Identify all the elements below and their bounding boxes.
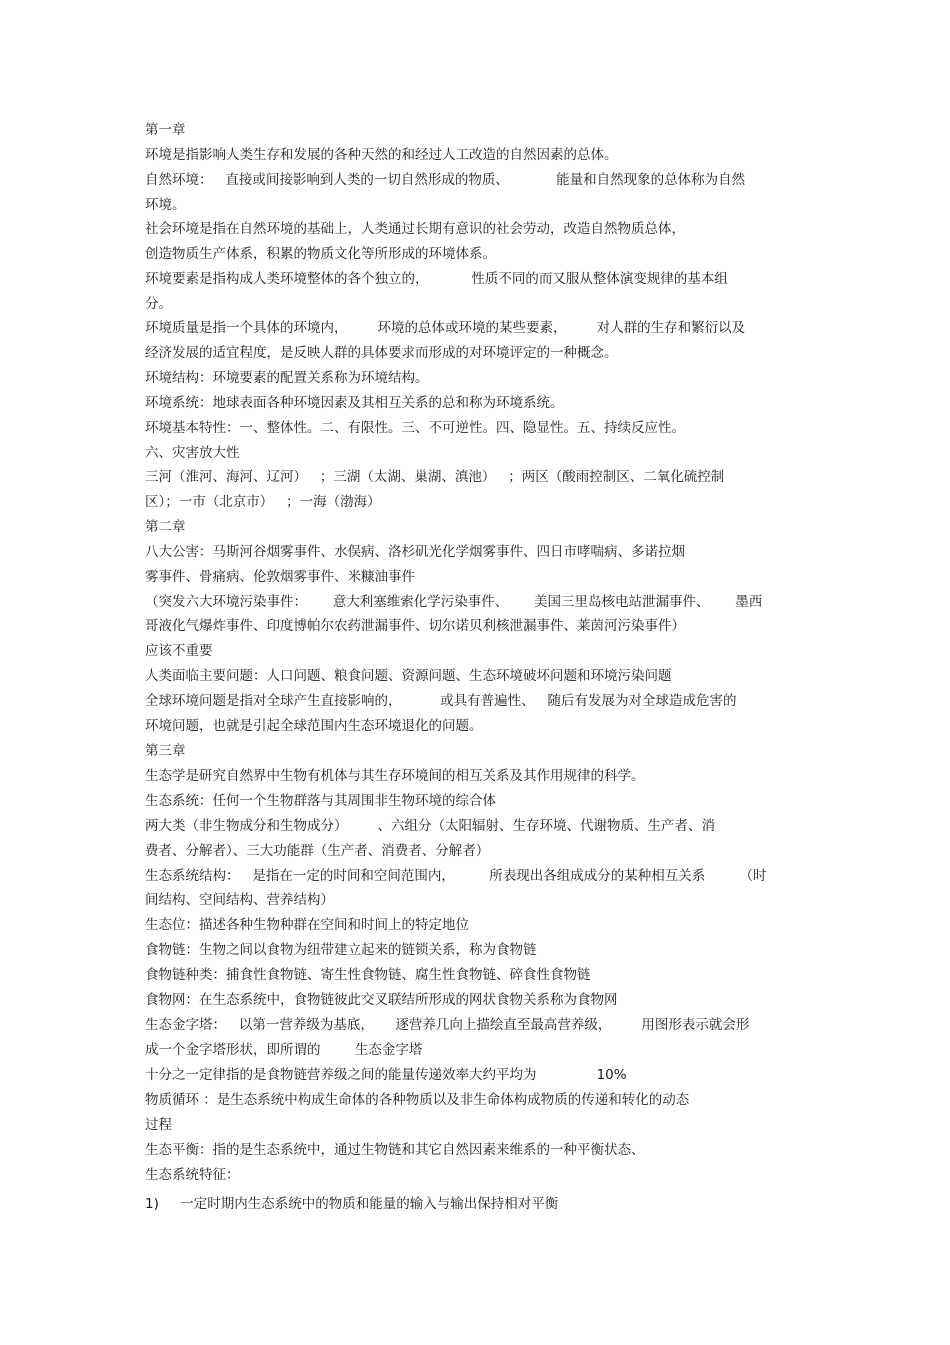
text-line: 生态系统结构： 是指在一定的时间和空间范围内， 所表现出各组成成分的某种相互关系 （时	[145, 868, 767, 884]
text-line: 两大类（非生物成分和生物成分） 、六组分（太阳辐射、生存环境、代谢物质、生产者、消	[145, 818, 716, 834]
text-line: 食物链种类：捕食性食物链、寄生性食物链、腐生性食物链、碎食性食物链	[145, 967, 591, 983]
text-line: 雾事件、骨痛病、伦敦烟雾事件、米糠油事件	[145, 569, 415, 585]
text-line: 费者、分解者）、三大功能群（生产者、消费者、分解者）	[145, 843, 490, 859]
text-line: 第一章	[145, 122, 186, 138]
text-line: 食物网：在生态系统中，食物链彼此交叉联结所形成的网状食物关系称为食物网	[145, 992, 618, 1008]
text-line: 环境质量是指一个具体的环境内， 环境的总体或环境的某些要素， 对人群的生存和繁衍以及	[145, 320, 746, 336]
text-line: 生态金字塔： 以第一营养级为基底， 逐营养几向上描绘直至最高营养级， 用图形表示就会形	[145, 1017, 750, 1033]
text-line: 六、灾害放大性	[145, 445, 240, 461]
text-line: 1) 一定时期内生态系统中的物质和能量的输入与输出保持相对平衡	[145, 1196, 559, 1212]
text-line: 环境基本特性：一、整体性。二、有限性。三、不可逆性。四、隐显性。五、持续反应性。	[145, 420, 685, 436]
text-line: 自然环境： 直接或间接影响到人类的一切自然形成的物质、 能量和自然现象的总体称为自然	[145, 172, 746, 188]
text-line: 第二章	[145, 519, 186, 535]
text-line: 哥液化气爆炸事件、印度博帕尔农药泄漏事件、切尔诺贝利核泄漏事件、莱茵河污染事件）	[145, 618, 685, 634]
text-line: 成一个金字塔形状，即所谓的 生态金字塔	[145, 1042, 423, 1058]
text-line: 全球环境问题是指对全球产生直接影响的， 或具有普遍性、 随后有发展为对全球造成危害的	[145, 693, 737, 709]
text-line: 社会环境是指在自然环境的基础上，人类通过长期有意识的社会劳动，改造自然物质总体，	[145, 221, 685, 237]
text-line: 创造物质生产体系，积累的物质文化等所形成的环境体系。	[145, 246, 496, 262]
text-line: 人类面临主要问题：人口问题、粮食问题、资源问题、生态环境破坏问题和环境污染问题	[145, 668, 672, 684]
text-line: 环境结构：环境要素的配置关系称为环境结构。	[145, 370, 429, 386]
text-line: 三河（淮河、海河、辽河） ；三湖（太湖、巢湖、滇池） ；两区（酸雨控制区、二氧化硫控制	[145, 469, 725, 485]
text-line: 环境要素是指构成人类环境整体的各个独立的， 性质不同的而又服从整体演变规律的基本组	[145, 271, 728, 287]
text-line: 食物链：生物之间以食物为纽带建立起来的链锁关系，称为食物链	[145, 942, 537, 958]
text-line: 分。	[145, 296, 172, 312]
text-line: 环境是指影响人类生存和发展的各种天然的和经过人工改造的自然因素的总体。	[145, 147, 618, 163]
text-line: 环境。	[145, 197, 186, 213]
text-line: 区）；一市（北京市） ；一海（渤海）	[145, 494, 381, 510]
text-line: 环境系统：地球表面各种环境因素及其相互关系的总和称为环境系统。	[145, 395, 564, 411]
text-line: 生态平衡：指的是生态系统中，通过生物链和其它自然因素来维系的一种平衡状态、	[145, 1142, 645, 1158]
text-line: 环境问题，也就是引起全球范围内生态环境退化的问题。	[145, 718, 483, 734]
text-line: 十分之一定律指的是食物链营养级之间的能量传递效率大约平均为 10%	[145, 1067, 627, 1083]
text-line: 八大公害：马斯河谷烟雾事件、水俣病、洛杉矶光化学烟雾事件、四日市哮喘病、多诺拉烟	[145, 544, 685, 560]
text-line: 生态系统特征：	[145, 1167, 240, 1183]
text-line: 第三章	[145, 743, 186, 759]
text-line: 生态学是研究自然界中生物有机体与其生存环境间的相互关系及其作用规律的科学。	[145, 768, 645, 784]
text-line: 经济发展的适宜程度，是反映人群的具体要求而形成的对环境评定的一种概念。	[145, 345, 618, 361]
text-line: 过程	[145, 1117, 172, 1133]
text-line: （突发六大环境污染事件： 意大利塞维索化学污染事件、 美国三里岛核电站泄漏事件、 墨西	[145, 594, 763, 610]
text-line: 生态位：描述各种生物种群在空间和时间上的特定地位	[145, 917, 469, 933]
text-line: 应该不重要	[145, 643, 213, 659]
text-line: 生态系统：任何一个生物群落与其周围非生物环境的综合体	[145, 793, 496, 809]
text-line: 间结构、空间结构、营养结构）	[145, 892, 334, 908]
text-line: 物质循环 ：是生态系统中构成生命体的各种物质以及非生命体构成物质的传递和转化的动态	[145, 1092, 690, 1108]
